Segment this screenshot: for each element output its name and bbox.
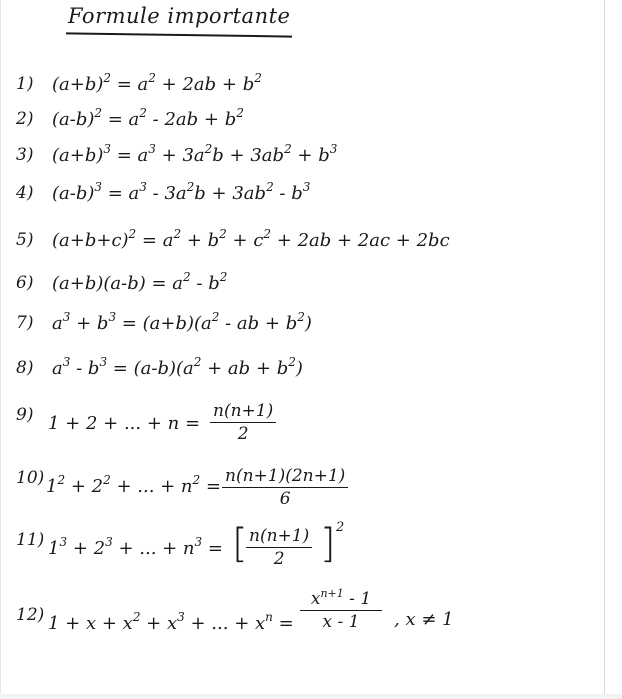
formula-number: 4) (16, 183, 34, 203)
title-underline (66, 32, 292, 37)
formula-lhs: 1 + 2 + ... + n = (48, 413, 201, 434)
fraction-numerator: n(n+1) (249, 526, 310, 546)
formula-row-9 (0, 401, 622, 449)
formula-number: 6) (16, 273, 34, 293)
page-edge-left (0, 0, 1, 699)
formula-condition: , x ≠ 1 (394, 609, 454, 630)
bracket-exponent: 2 (336, 520, 345, 535)
fraction (222, 466, 348, 509)
page-edge-right (604, 0, 605, 699)
fraction-numerator: $x^{n+1} - 1$ (310, 587, 372, 609)
formula-number: 11) (16, 530, 45, 550)
close-bracket: ] (320, 521, 336, 567)
fraction-numerator: n(n+1)(2n+1) (225, 466, 346, 486)
open-bracket: [ (232, 521, 248, 567)
page-edge-bottom (0, 694, 622, 699)
formula-row-10 (0, 468, 622, 512)
formula-expression: $a^3 - b^3 = (a-b)(a^2$ + ab + $b^2$) (52, 355, 303, 379)
formula-row-11 (0, 520, 622, 574)
formula-expression: $a^3 + b^3 = (a+b)(a^2$ - ab + $b^2$) (52, 310, 312, 334)
fraction-denominator: 6 (279, 489, 291, 509)
fraction (210, 401, 276, 444)
fraction-bar (300, 610, 382, 611)
formula-expression: $(a+b)^2 = a^2 + 2ab + b^2$ (52, 71, 262, 95)
formula-row-12 (0, 587, 622, 649)
formula-lhs: $1 + x + x^2 + x^3$ + ... + $x^n$ = (48, 610, 294, 634)
formula-expression: $(a+b)(a-b) = a^2 - b^2$ (52, 270, 228, 294)
formula-number: 12) (16, 605, 45, 625)
fraction (246, 526, 312, 569)
fraction-denominator: 2 (273, 549, 285, 569)
formula-lhs: $1^3 + 2^3$ + ... + $n^3$ = (48, 535, 223, 559)
fraction-numerator: n(n+1) (213, 401, 274, 421)
formula-number: 2) (16, 109, 34, 129)
fraction (300, 589, 382, 632)
fraction-bar (246, 547, 312, 548)
fraction-denominator: x - 1 (322, 612, 360, 632)
formula-number: 3) (16, 145, 34, 165)
formula-number: 1) (16, 74, 34, 94)
formula-number: 10) (16, 468, 45, 488)
fraction-bar (210, 422, 276, 423)
formula-expression: $(a+b+c)^2 = a^2 + b^2 + c^2 + 2ab + 2ac + 2bc$ (52, 227, 450, 251)
formula-number: 7) (16, 313, 34, 333)
formula-lhs: $1^2 + 2^2$ + ... + $n^2$ = (46, 473, 221, 497)
formula-expression: $(a-b)^3 = a^3 - 3a^2b + 3ab^2 - b^3$ (52, 180, 311, 204)
formula-number: 5) (16, 230, 34, 250)
formula-expression: $(a+b)^3 = a^3 + 3a^2b + 3ab^2 + b^3$ (52, 142, 338, 166)
formula-expression: $(a-b)^2 = a^2 - 2ab + b^2$ (52, 106, 244, 130)
fraction-denominator: 2 (237, 424, 249, 444)
formula-number: 9) (16, 405, 34, 425)
formula-number: 8) (16, 358, 34, 378)
fraction-bar (222, 487, 348, 488)
page-title: Formule importante (68, 4, 291, 28)
